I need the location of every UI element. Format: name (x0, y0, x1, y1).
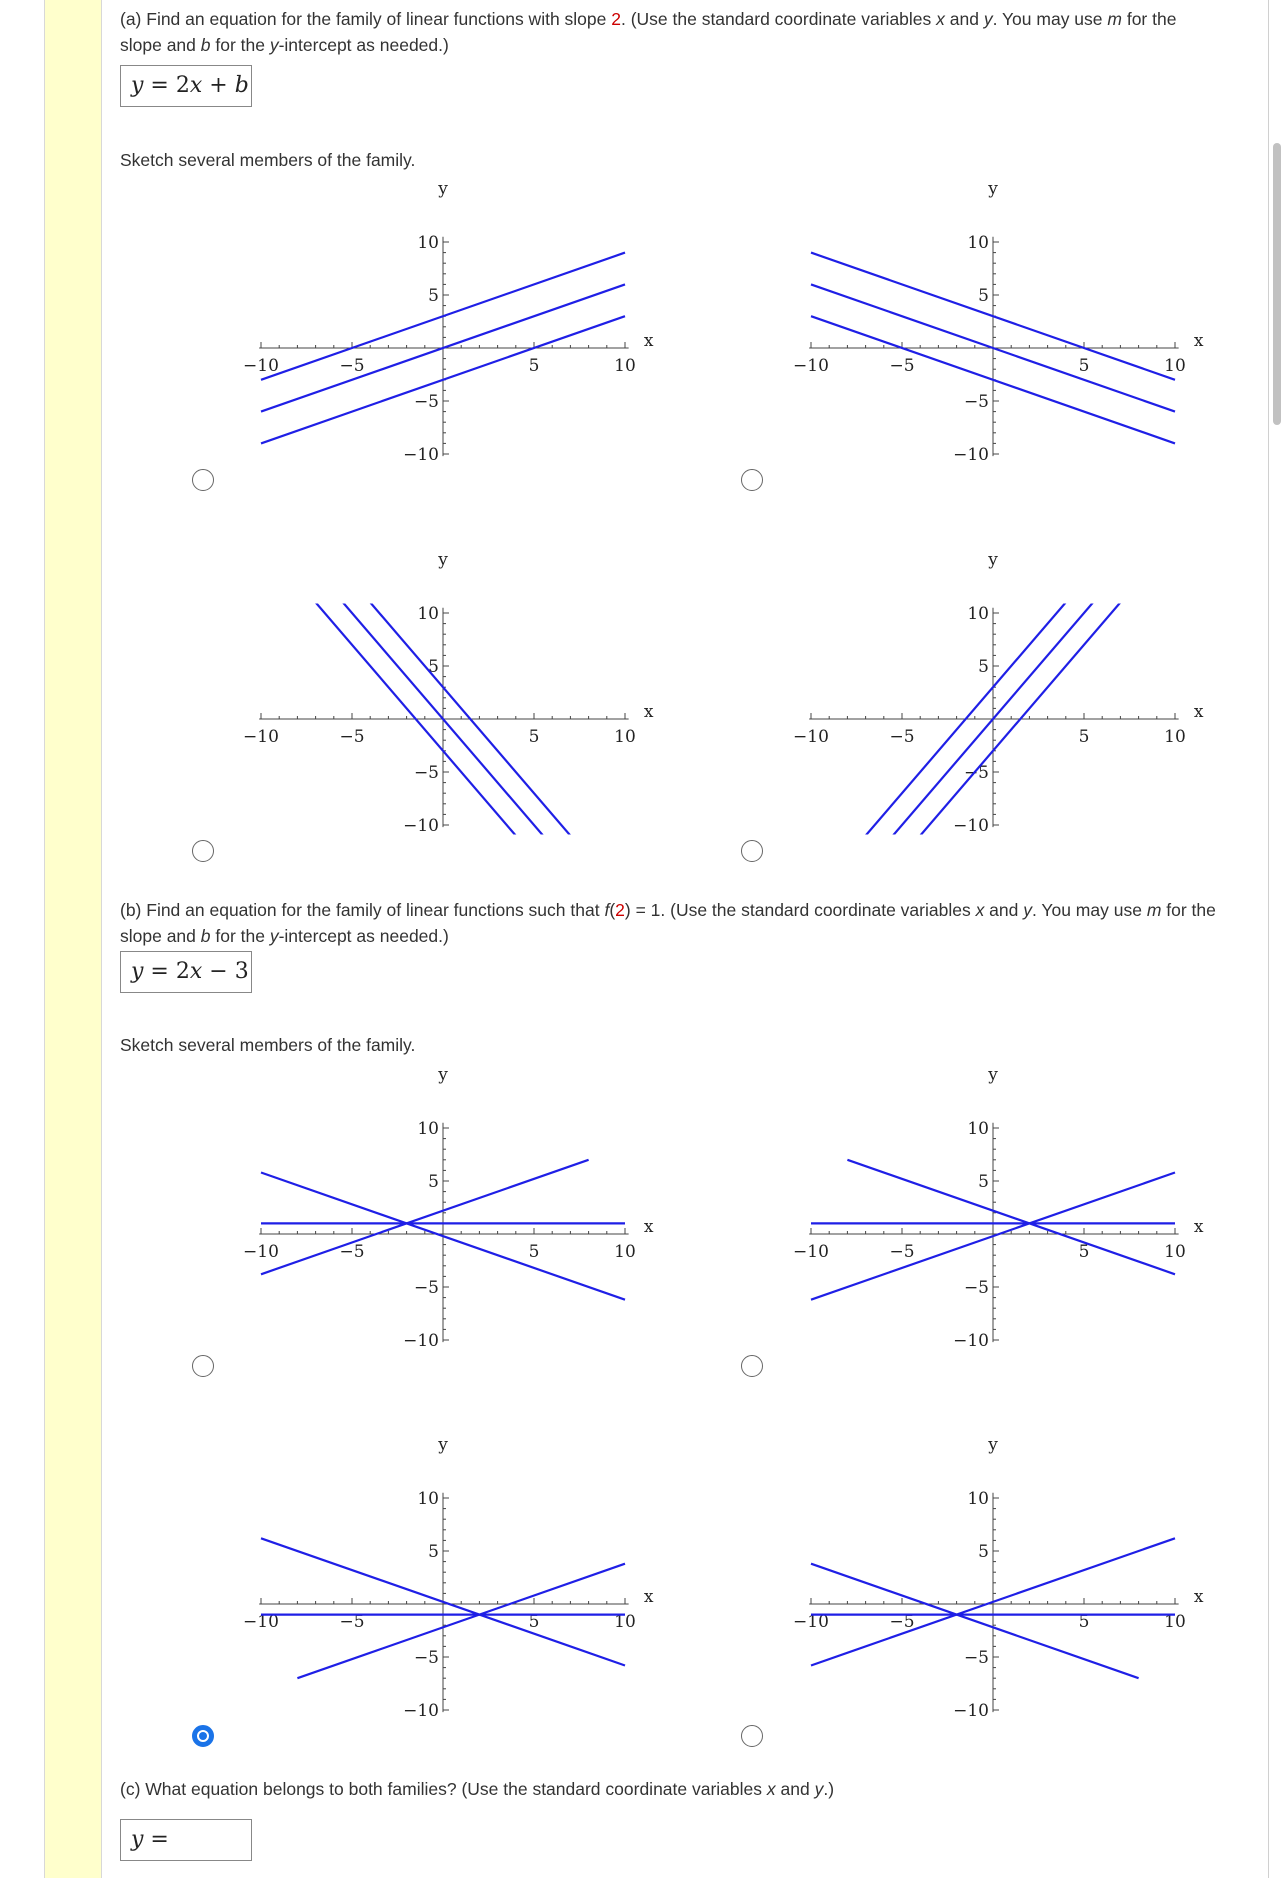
radio-option-a2[interactable] (741, 469, 763, 491)
graph-svg-b1 (190, 1064, 670, 1394)
y-tick-label: −10 (953, 445, 989, 465)
graph-option-b2[interactable] (740, 1064, 1220, 1394)
radio-option-a1[interactable] (192, 469, 214, 491)
x-tick-label: 5 (1078, 1612, 1090, 1632)
y-tick-label: 10 (967, 1119, 989, 1139)
y-tick-label: −10 (403, 1331, 439, 1351)
x-tick-label: 5 (1078, 356, 1090, 376)
graph-svg-a4 (740, 549, 1220, 879)
x-tick-label: 10 (1164, 1242, 1186, 1262)
x-tick-label: 10 (614, 1242, 636, 1262)
x-tick-label: −5 (339, 1242, 365, 1262)
answer-b-field[interactable]: y = 2x − 3 (120, 951, 252, 993)
x-tick-label: 5 (528, 1242, 540, 1262)
graph-svg-b2 (740, 1064, 1220, 1394)
y-tick-label: 10 (967, 604, 989, 624)
x-tick-label: 10 (1164, 356, 1186, 376)
x-tick-label: −10 (243, 1612, 279, 1632)
graph-svg-a2 (740, 178, 1220, 508)
x-tick-label: −5 (889, 727, 915, 747)
y-axis-label: y (438, 550, 448, 570)
y-tick-label: 5 (978, 657, 989, 677)
x-axis-label: x (643, 331, 654, 351)
answer-a-field[interactable]: y = 2x + b (120, 65, 252, 107)
y-tick-label: −10 (953, 816, 989, 836)
content-right-border (1268, 0, 1269, 1878)
x-axis-label: x (1193, 1587, 1204, 1607)
y-tick-label: −5 (413, 763, 439, 783)
graph-svg-a1 (190, 178, 670, 508)
y-tick-label: −10 (403, 816, 439, 836)
y-tick-label: 5 (978, 286, 989, 306)
y-tick-label: 10 (417, 233, 439, 253)
x-axis-label: x (643, 702, 654, 722)
x-tick-label: −10 (243, 356, 279, 376)
question-b: (b) Find an equation for the family of linear functions such that f(2) = 1. (Use the standard coordinate variables x and y. You may use m for the slope and b for the y-intercept as needed.) (120, 900, 1216, 946)
x-tick-label: 10 (614, 356, 636, 376)
y-tick-label: 5 (428, 286, 439, 306)
graph-svg-b3 (190, 1434, 670, 1764)
radio-option-b3[interactable] (192, 1725, 214, 1747)
y-axis-label: y (438, 1065, 448, 1085)
x-tick-label: 5 (528, 727, 540, 747)
answer-c-field[interactable]: y = (120, 1819, 252, 1861)
x-axis-label: x (1193, 702, 1204, 722)
y-tick-label: 10 (417, 1489, 439, 1509)
x-tick-label: −10 (243, 1242, 279, 1262)
graph-option-a3[interactable] (190, 549, 670, 879)
x-tick-label: −5 (339, 1612, 365, 1632)
y-axis-label: y (988, 1065, 998, 1085)
x-tick-label: −5 (339, 727, 365, 747)
graph-option-b4[interactable] (740, 1434, 1220, 1764)
x-tick-label: 10 (1164, 1612, 1186, 1632)
y-tick-label: 10 (417, 1119, 439, 1139)
question-a: (a) Find an equation for the family of linear functions with slope 2. (Use the standard coordinate variables x and y. You may use m for the slope and b for the y-intercept as needed.) (120, 9, 1177, 55)
y-tick-label: −5 (963, 763, 989, 783)
radio-option-b1[interactable] (192, 1355, 214, 1377)
y-tick-label: 5 (978, 1542, 989, 1562)
graph-option-a4[interactable] (740, 549, 1220, 879)
x-tick-label: 10 (614, 1612, 636, 1632)
y-tick-label: −10 (403, 445, 439, 465)
graph-option-a1[interactable] (190, 178, 670, 508)
graph-option-b3[interactable] (190, 1434, 670, 1764)
y-tick-label: −5 (963, 1648, 989, 1668)
y-axis-label: y (988, 179, 998, 199)
x-tick-label: 10 (1164, 727, 1186, 747)
sketch-label-b: Sketch several members of the family. (120, 1035, 416, 1055)
x-tick-label: 5 (1078, 1242, 1090, 1262)
y-tick-label: 10 (967, 233, 989, 253)
graph-svg-a3 (190, 549, 670, 879)
x-tick-label: −10 (793, 356, 829, 376)
x-tick-label: −5 (889, 356, 915, 376)
x-tick-label: −10 (793, 1612, 829, 1632)
x-axis-label: x (643, 1587, 654, 1607)
f-argument: 2 (615, 900, 625, 920)
y-tick-label: 5 (428, 1172, 439, 1192)
y-tick-label: −10 (403, 1701, 439, 1721)
x-tick-label: −10 (793, 727, 829, 747)
series-line (261, 1160, 589, 1274)
x-axis-label: x (1193, 1217, 1204, 1237)
y-axis-label: y (988, 550, 998, 570)
x-axis-label: x (643, 1217, 654, 1237)
x-tick-label: −5 (889, 1612, 915, 1632)
x-tick-label: −5 (339, 356, 365, 376)
y-tick-label: −10 (953, 1701, 989, 1721)
y-tick-label: 5 (978, 1172, 989, 1192)
radio-option-b4[interactable] (741, 1725, 763, 1747)
x-tick-label: 10 (614, 727, 636, 747)
radio-option-a4[interactable] (741, 840, 763, 862)
slope-value: 2 (611, 9, 621, 29)
x-tick-label: −10 (243, 727, 279, 747)
sketch-label-a: Sketch several members of the family. (120, 150, 416, 170)
x-tick-label: 5 (1078, 727, 1090, 747)
y-tick-label: −10 (953, 1331, 989, 1351)
x-axis-label: x (1193, 331, 1204, 351)
left-margin-stripe (44, 0, 102, 1878)
y-tick-label: −5 (963, 392, 989, 412)
y-tick-label: 5 (428, 657, 439, 677)
x-tick-label: −10 (793, 1242, 829, 1262)
scrollbar-thumb[interactable] (1273, 143, 1281, 425)
x-tick-label: 5 (528, 356, 540, 376)
x-tick-label: −5 (889, 1242, 915, 1262)
y-tick-label: −5 (963, 1278, 989, 1298)
y-tick-label: 10 (967, 1489, 989, 1509)
radio-option-a3[interactable] (192, 840, 214, 862)
graph-svg-b4 (740, 1434, 1220, 1764)
graph-option-b1[interactable] (190, 1064, 670, 1394)
y-axis-label: y (438, 179, 448, 199)
question-c: (c) What equation belongs to both families? (Use the standard coordinate variables x and y.) (120, 1779, 835, 1799)
y-tick-label: 10 (417, 604, 439, 624)
y-tick-label: −5 (413, 1648, 439, 1668)
y-axis-label: y (438, 1435, 448, 1455)
y-tick-label: 5 (428, 1542, 439, 1562)
radio-option-b2[interactable] (741, 1355, 763, 1377)
y-tick-label: −5 (413, 1278, 439, 1298)
graph-option-a2[interactable] (740, 178, 1220, 508)
y-tick-label: −5 (413, 392, 439, 412)
y-axis-label: y (988, 1435, 998, 1455)
x-tick-label: 5 (528, 1612, 540, 1632)
